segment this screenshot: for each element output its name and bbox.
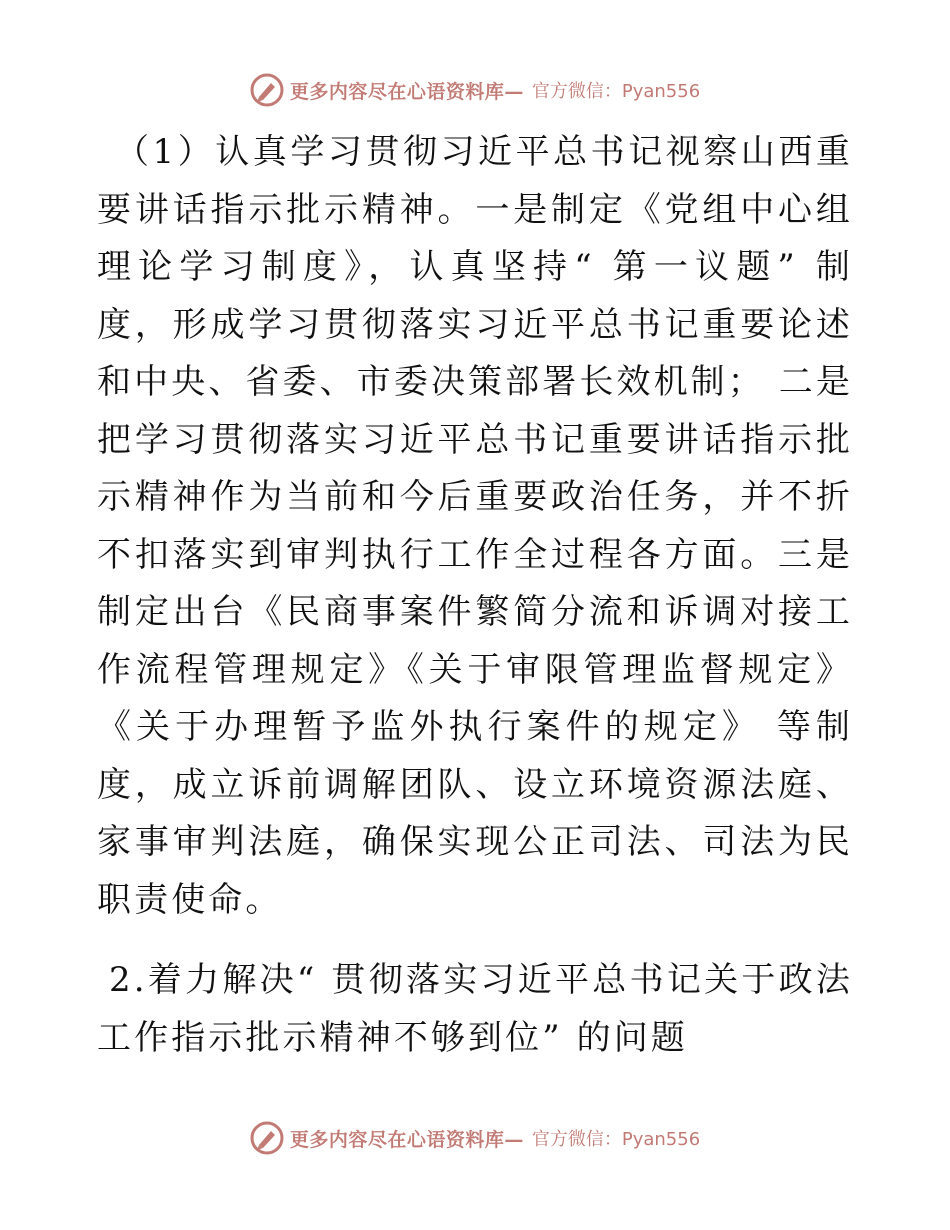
paragraph-2: 2.着力解决“ 贯彻落实习近平总书记关于政法工作指示批示精神不够到位” 的问题 bbox=[97, 960, 853, 1058]
footer-watermark bbox=[0, 1118, 950, 1158]
watermark-wechat-text: 官方微信：Pyan556 bbox=[531, 81, 701, 102]
pen-logo-icon bbox=[250, 1121, 284, 1155]
watermark-main-text: 更多内容尽在心语资料库— bbox=[289, 1128, 524, 1151]
pen-logo-icon bbox=[250, 73, 284, 107]
watermark-wechat-text: 官方微信：Pyan556 bbox=[531, 1129, 701, 1150]
document-body bbox=[97, 124, 853, 1067]
paragraph-1: （1）认真学习贯彻习近平总书记视察山西重要讲话指示批示精神。一是制定《党组中心组理论学习制度》，认真坚持“ 第一议题” 制度，形成学习贯彻落实习近平总书记重要论述和中央、省委、市委决策部署长效机制； 二是把学习贯彻落实习近平总书记重要讲话指示批示精神作为当前和今后重要政治任务，并不折不扣落实到审判执行工作全过程各方面。三是制定出台《民商事案件繁简分流和诉调对接工作流程管理规定》《关于审限管理监督规定》《关于办理暂予监外执行案件的规定》 等制度，成立诉前调解团队、设立环境资源法庭、家事审判法庭，确保实现公正司法、司法为民职责使命。 bbox=[97, 132, 853, 920]
header-watermark bbox=[0, 70, 950, 110]
watermark-main-text: 更多内容尽在心语资料库— bbox=[289, 80, 524, 103]
